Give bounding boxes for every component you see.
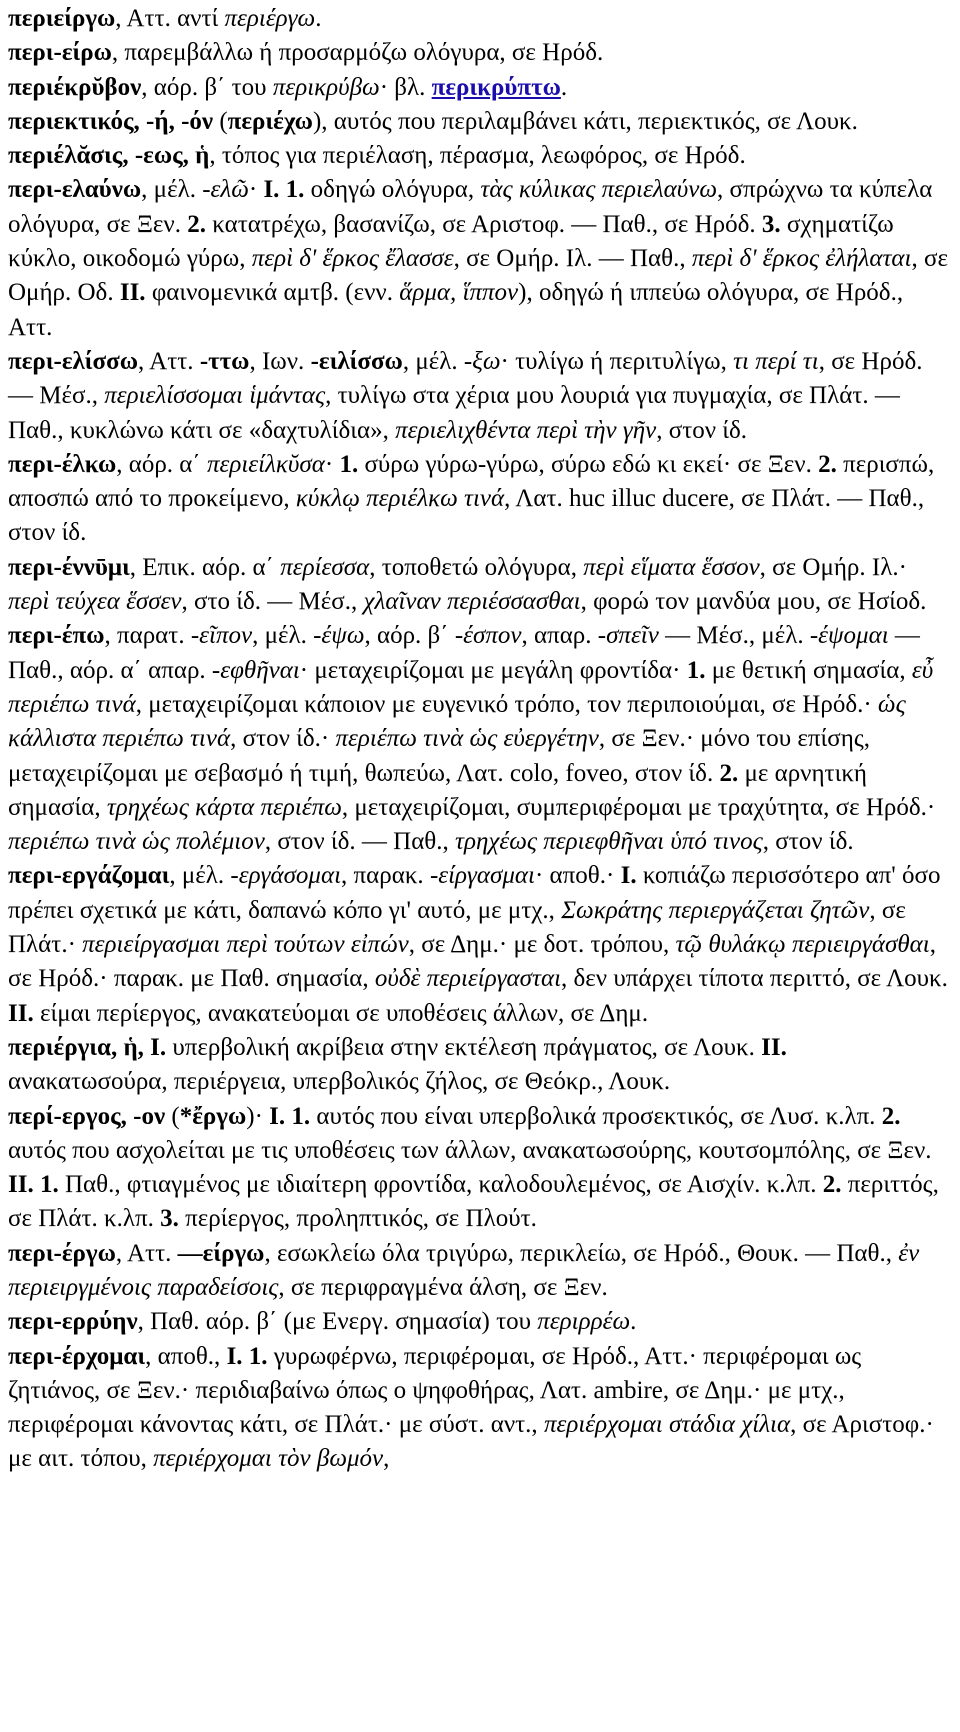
greek-example: περὶ εἵματα ἕσσον (583, 553, 760, 581)
entry-text: , παρατ. (104, 622, 191, 650)
headword-or-sense-marker: περιέκρῠβον (8, 73, 142, 101)
greek-example: περὶ τεύχεα ἕσσεν (8, 588, 182, 616)
entry-text: περιττός, σε Πλάτ. κ.λπ. (8, 1171, 939, 1233)
greek-example: -έψομαι (809, 622, 889, 650)
greek-example: -έψω (313, 622, 365, 650)
greek-example: περὶ δ' ἕρκος ἔλασσε (251, 245, 454, 273)
greek-example: περικρύβω (272, 73, 380, 101)
headword-or-sense-marker: I. (620, 862, 637, 890)
entry-text: . (315, 5, 322, 32)
greek-example: περιέρχομαι στάδια χίλια (543, 1411, 791, 1439)
headword-or-sense-marker: περιέχω (227, 107, 313, 135)
headword-or-sense-marker: ―είργω (177, 1239, 265, 1267)
headword-or-sense-marker: 2. (822, 1171, 842, 1199)
entry-text: , παρακ. (341, 862, 430, 890)
entry-text: , στον ίδ. ― Παθ., (264, 828, 456, 856)
greek-example: περιέπω τινὰ ὡς πολέμιον (8, 828, 265, 856)
entry-text: , τυλίγω στα χέρια μου λουριά για πυγμαχία, σε Πλάτ. ― Παθ., κυκλώνω κάτι σε «δαχτυλίδια», (8, 382, 900, 444)
greek-example: περιρρέω (537, 1308, 631, 1336)
entry-text: , εσωκλείω όλα τριγύρω, περικλείω, σε Ηρόδ., Θουκ. ― Παθ., (264, 1239, 899, 1267)
headword-or-sense-marker: 2. (881, 1102, 901, 1130)
entry-text: , σε Ξεν.· μόνο του επίσης, μεταχειρίζομαι με σεβασμό ή τιμή, θωπεύω, Λατ. colo, foveo, στον ίδ. (8, 725, 870, 787)
headword-or-sense-marker: 3. (160, 1205, 179, 1233)
greek-example: περὶ δ' ἕρκος ἐλήλαται (691, 245, 912, 273)
greek-example: -ξω (463, 347, 501, 375)
entry-text: , μεταχειρίζομαι κάποιον με ευγενικό τρόπο, τον περιποιούμαι, σε Ηρόδ.· (135, 690, 878, 718)
entry-text: , μεταχειρίζομαι, συμπεριφέρομαι με τραχύτητα, σε Ηρόδ.· (341, 793, 936, 821)
headword-or-sense-marker: περι-εργάζομαι (8, 862, 170, 890)
entry-text: με θετική σημασία, (705, 656, 912, 684)
entry-text: , παρεμβάλλω ή προσαρμόζω ολόγυρα, σε Ηρόδ. (111, 39, 604, 67)
dictionary-entry (8, 619, 948, 859)
entry-text: , Ιων. (249, 347, 311, 375)
entry-text: · (324, 450, 340, 478)
entry-text: ), οδηγώ ή ιππεύω ολόγυρα, σε Ηρόδ., Αττ. (8, 279, 904, 341)
entry-text: . (630, 1308, 637, 1336)
headword-or-sense-marker: -ττω (199, 347, 250, 375)
entry-text: περισπώ, αποσπώ από το προκείμενο, (8, 450, 935, 513)
headword-or-sense-marker: περιέλᾰσις, -εως, ἡ (8, 142, 210, 170)
entry-text: , σε Ομήρ. Ιλ. ― Παθ., (453, 245, 692, 273)
entry-text: , Λατ. huc illuc ducere, σε Πλάτ. ― Παθ., στον ίδ. (8, 485, 925, 547)
entry-text: , σε Ομήρ. Ιλ.· (759, 553, 907, 581)
entry-text: , αποθ., (145, 1342, 227, 1370)
greek-example: περιελιχθέντα περὶ τὴν γῆν (395, 416, 657, 444)
headword-or-sense-marker: περιείργω (8, 5, 116, 32)
dictionary-entry (8, 1340, 948, 1477)
headword-or-sense-marker: περι-έλκω (8, 450, 117, 478)
headword-or-sense-marker: περι-ελαύνω (8, 176, 142, 204)
dictionary-entry (8, 1305, 948, 1339)
entry-text: , σε Ομήρ. Οδ. (8, 245, 948, 307)
headword-or-sense-marker: περι-έννῡμι (8, 553, 130, 581)
entry-text: ), αυτός που περιλαμβάνει κάτι, περιεκτικός, σε Λουκ. (312, 107, 858, 135)
entry-text: , μέλ. (402, 347, 464, 375)
greek-example: τι περί τι (733, 347, 819, 375)
entry-text: , σπρώχνω τα κύπελα ολόγυρα, σε Ξεν. (8, 176, 933, 238)
greek-example: εὖ περιέπω τινά (8, 656, 934, 718)
entry-text: , μέλ. (141, 176, 203, 204)
entry-text: ( (213, 107, 228, 135)
entry-text: κατατρέχω, βασανίζω, σε Αριστοφ. ― Παθ., σε Ηρόδ. (205, 210, 762, 238)
greek-example: -εῖπον (190, 622, 253, 650)
entry-text: γυρωφέρνω, περιφέρομαι, σε Ηρόδ., Αττ.· περιφέρομαι ως ζητιάνος, σε Ξεν.· περιδιαβαίνω όπως ο ψηφοθήρας, Λατ. ambire, σε Δημ.· με μτχ., περιφέρομαι κάνοντας κάτι, σε Πλάτ.· με σύστ. αντ., (8, 1342, 862, 1439)
headword-or-sense-marker: περί-εργος, -ον (8, 1102, 166, 1130)
headword-or-sense-marker: περιεκτικός, -ή, -όν (8, 107, 214, 135)
entry-text: , (383, 1445, 390, 1473)
entry-text: , Αττ. (115, 1239, 178, 1267)
dictionary-entry (8, 859, 948, 1030)
entry-text: περίεργος, προληπτικός, σε Πλούτ. (178, 1205, 537, 1233)
headword-or-sense-marker: περι-έρχομαι (8, 1342, 146, 1370)
headword-or-sense-marker: περιέργια, ἡ, I. (8, 1033, 167, 1061)
entry-text: , τόπος για περιέλαση, πέρασμα, λεωφόρος, σε Ηρόδ. (209, 142, 746, 170)
headword-or-sense-marker: 2. (818, 450, 837, 478)
entry-text: , στο ίδ. ― Μέσ., (181, 588, 364, 616)
dictionary-entry (8, 551, 948, 620)
entry-text: ( (165, 1102, 180, 1130)
headword-or-sense-marker: II. (761, 1033, 787, 1061)
entry-text: οδηγώ ολόγυρα, (304, 176, 481, 204)
greek-example: Σωκράτης περιεργάζεται ζητῶν (561, 896, 870, 924)
entry-text: , αόρ. β΄ του (141, 73, 273, 101)
greek-example: χλαῖναν περιέσσασθαι (363, 588, 581, 616)
entry-text: , στον ίδ. (656, 416, 748, 444)
headword-or-sense-marker: περι-ελίσσω (8, 347, 139, 375)
entry-text: , φορώ τον μανδύα μου, σε Ησίοδ. (580, 588, 927, 616)
entry-text: σχηματίζω κύκλο, οικοδομώ γύρω, (8, 210, 894, 273)
entry-text: Παθ., φτιαγμένος με ιδιαίτερη φροντίδα, καλοδουλεμένος, σε Αισχίν. κ.λπ. (58, 1171, 823, 1199)
entry-text: · τυλίγω ή περιτυλίγω, (500, 347, 734, 375)
headword-or-sense-marker: I. 1. (226, 1342, 268, 1370)
dictionary-entry (8, 1237, 948, 1306)
entry-text: ― Παθ., αόρ. α΄ απαρ. (8, 622, 920, 684)
entry-text: με αρνητική σημασία, (8, 759, 867, 821)
headword-or-sense-marker: 1. (686, 656, 706, 684)
entry-text: φαινομενικά αμτβ. (ενν. (145, 279, 400, 307)
greek-example: τρηχέως κάρτα περιέπω (106, 793, 342, 821)
dictionary-entry (8, 105, 948, 139)
greek-example: -ελῶ (202, 176, 249, 204)
greek-example: περίεσσα (280, 553, 370, 581)
entry-text: , σε Ηρόδ. ― Μέσ., (8, 347, 923, 410)
entry-text: · βλ. (379, 73, 432, 101)
entry-text: . (560, 73, 568, 101)
entry-text: , Επικ. αόρ. α΄ (129, 553, 281, 581)
headword-or-sense-marker: 2. (187, 210, 206, 238)
greek-example: περιελίσσομαι ἱμάντας (104, 382, 326, 410)
greek-example: -είργασμαι (429, 862, 535, 890)
entry-text: , μέλ. (169, 862, 231, 890)
headword-or-sense-marker: I. 1. (269, 1102, 311, 1130)
greek-example: -έσπον (454, 622, 522, 650)
entry-text: , Αττ. αντί (115, 5, 225, 32)
entry-text: , αόρ. β΄ (364, 622, 455, 650)
entry-text: ανακατωσούρα, περιέργεια, υπερβολικός ζήλος, σε Θεόκρ., Λουκ. (8, 1068, 671, 1096)
greek-example: περιέπω τινὰ ὡς εὐεργέτην (335, 725, 599, 753)
entry-text: , στον ίδ.· (230, 725, 336, 753)
dictionary-entry (8, 2, 948, 36)
entry-text: · μεταχειρίζομαι με μεγάλη φροντίδα· (299, 656, 687, 684)
entry-text: , στον ίδ. (762, 828, 854, 856)
greek-example: ἐν περιειργμένοις παραδείσοις (8, 1239, 920, 1301)
entry-text: είμαι περίεργος, ανακατεύομαι σε υποθέσεις άλλων, σε Δημ. (33, 999, 649, 1027)
greek-example: κύκλῳ περιέλκω τινά (295, 485, 505, 513)
greek-example: -εργάσομαι (230, 862, 342, 890)
greek-example: ἅρμα, ἵππον (399, 279, 519, 307)
entry-text: , απαρ. (521, 622, 598, 650)
entry-text: , σε Αριστοφ.· με αιτ. τόπου, (8, 1411, 934, 1473)
dictionary-entry (8, 448, 948, 551)
headword-or-sense-marker: 2. (719, 759, 739, 787)
greek-example: τῷ θυλάκῳ περιειργάσθαι (675, 931, 930, 959)
entry-text: , μέλ. (252, 622, 314, 650)
headword-or-sense-marker: II. (8, 999, 34, 1027)
greek-example: ὡς κάλλιστα περιέπω τινά (8, 690, 906, 753)
entry-text: κοπιάζω περισσότερο απ' όσο πρέπει σχετικά με κάτι, δαπανώ κόπο γι' αυτό, με μτχ., (8, 862, 941, 924)
entry-text: , τοποθετώ ολόγυρα, (369, 553, 584, 581)
headword-or-sense-marker: II. 1. (8, 1171, 59, 1199)
greek-example: -σπεῖν (597, 622, 659, 650)
greek-example: περιέρχομαι τὸν βωμόν (153, 1445, 384, 1473)
dictionary-entry (8, 1031, 948, 1100)
dictionary-entry (8, 36, 948, 70)
greek-example: περιείλκῠσα (206, 450, 325, 478)
entry-text: , αόρ. α΄ (116, 450, 207, 478)
headword-or-sense-marker: 3. (761, 210, 781, 238)
headword-or-sense-marker: 1. (339, 450, 359, 478)
dictionary-entry (8, 139, 948, 173)
dictionary-entry (8, 71, 948, 105)
dictionary-entry (8, 1100, 948, 1237)
dictionary-entry (8, 345, 948, 448)
headword-or-sense-marker: -ειλίσσω (310, 347, 403, 375)
headword-or-sense-marker: περι-είρω (8, 39, 112, 67)
entry-text: , δεν υπάρχει τίποτα περιττό, σε Λουκ. (561, 965, 948, 993)
entry-text: , σε περιφραγμένα άλση, σε Ξεν. (278, 1273, 608, 1301)
headword-or-sense-marker: II. (119, 279, 146, 307)
greek-example: οὐδὲ περιείργασται (374, 965, 562, 993)
greek-example: περιέργω (224, 5, 316, 32)
greek-example: τρηχέως περιεφθῆναι ὑπό τινος (455, 828, 763, 856)
entry-text: )· (246, 1102, 270, 1130)
headword-or-sense-marker: *ἔργω (179, 1102, 247, 1130)
entry-text: , Παθ. αόρ. β΄ (με Ενεργ. σημασία) του (137, 1308, 538, 1336)
entry-text: , Αττ. (138, 347, 200, 375)
entry-text: · αποθ.· (534, 862, 621, 890)
headword-or-sense-marker: περι-έπω (8, 622, 105, 650)
entry-text: υπερβολική ακρίβεια στην εκτέλεση πράγματος, σε Λουκ. (166, 1033, 762, 1061)
dictionary-entry (8, 173, 948, 344)
cross-reference-link[interactable]: περικρύπτω (431, 73, 561, 101)
headword-or-sense-marker: I. 1. (263, 176, 305, 204)
entry-text: , σε Πλάτ.· (8, 896, 906, 959)
greek-example: τὰς κύλικας περιελαύνω (480, 176, 717, 204)
entry-text: αυτός που ασχολείται με τις υποθέσεις των άλλων, ανακατωσούρης, κουτσομπόλης, σε Ξεν. (8, 1136, 932, 1164)
entry-text: αυτός που είναι υπερβολικά προσεκτικός, σε Λυσ. κ.λπ. (310, 1102, 882, 1130)
headword-or-sense-marker: περι-έργω (8, 1239, 116, 1267)
entry-text: σύρω γύρω-γύρω, σύρω εδώ κι εκεί· σε Ξεν. (358, 450, 819, 478)
entry-text: · (248, 176, 264, 204)
entry-text: , σε Δημ.· με δοτ. τρόπου, (408, 931, 676, 959)
entry-text: , σε Ηρόδ.· παρακ. με Παθ. σημασία, (8, 931, 936, 993)
greek-example: -εφθῆναι (211, 656, 300, 684)
greek-example: περιείργασμαι περὶ τούτων εἰπών (82, 931, 409, 959)
entry-text: ― Μέσ., μέλ. (658, 622, 810, 650)
headword-or-sense-marker: περι-ερρύην (8, 1308, 138, 1336)
